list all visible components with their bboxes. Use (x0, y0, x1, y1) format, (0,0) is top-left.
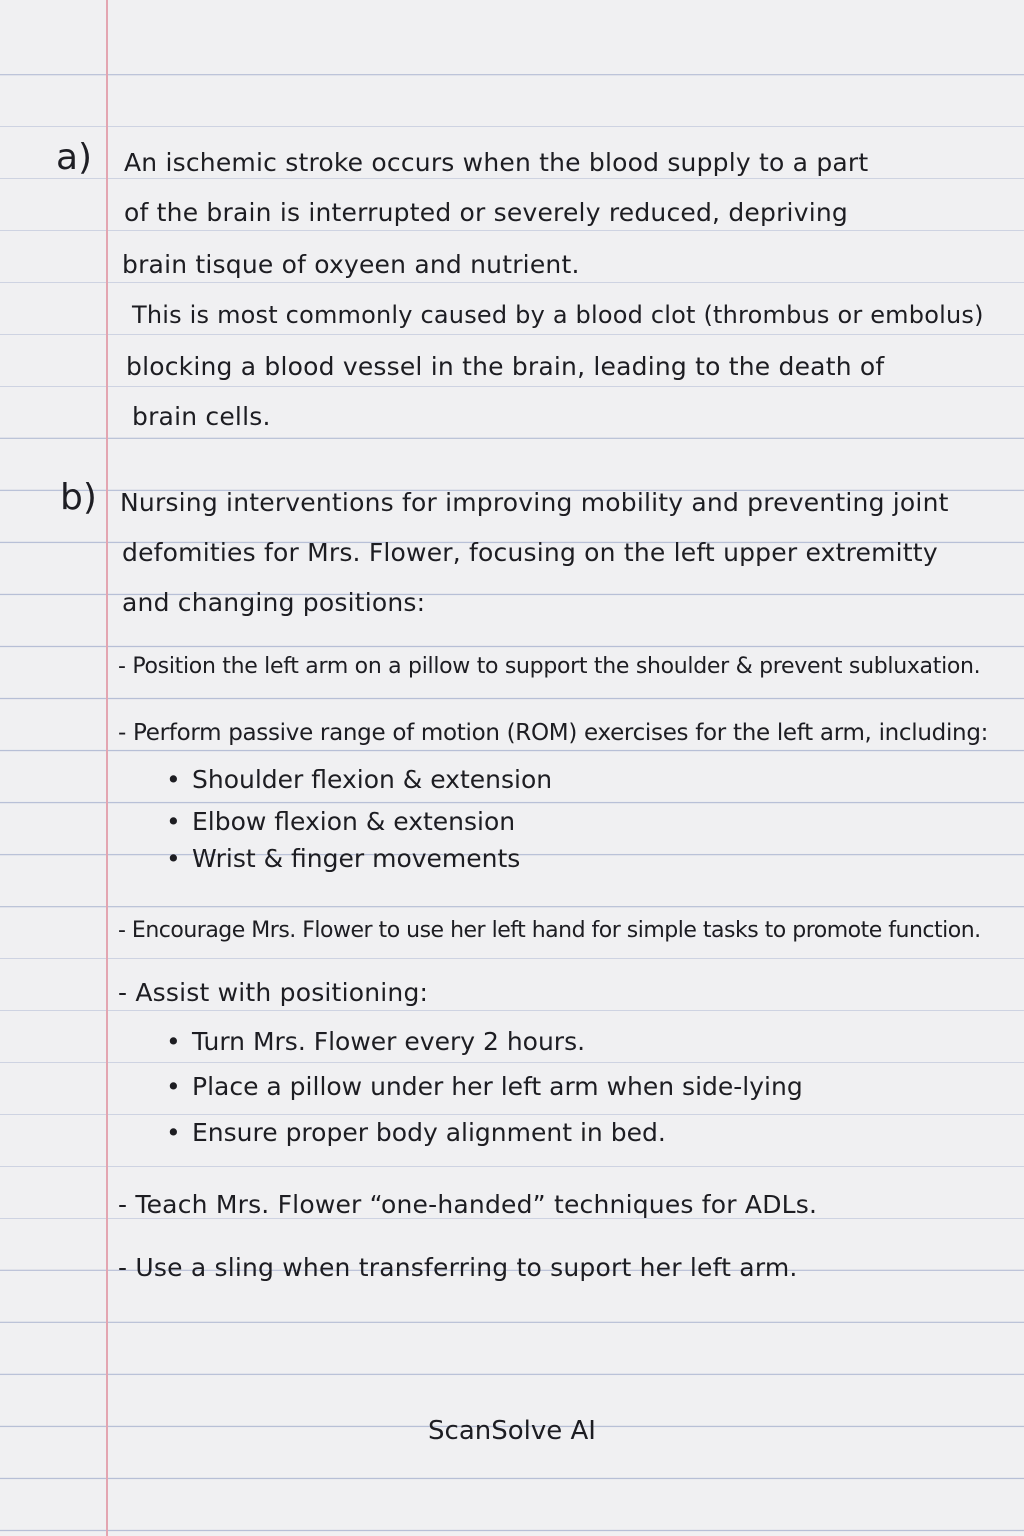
positioning-bullet-text: Place a pillow under her left arm when side-lying (192, 1072, 803, 1101)
section-a-line-6: brain cells. (132, 402, 271, 431)
intervention-item: - Perform passive range of motion (ROM) exercises for the left arm, including: (118, 720, 989, 746)
section-b-intro-3: and changing positions: (122, 588, 426, 617)
rom-bullet-text: Elbow flexion & extension (192, 807, 516, 836)
bullet-dot-icon: • (166, 765, 181, 794)
section-a-line-3: brain tisque of oxyeen and nutrient. (122, 250, 580, 279)
bullet-dot-icon: • (166, 1072, 181, 1101)
intervention-item: - Use a sling when transferring to suport her left arm. (118, 1253, 798, 1282)
rom-bullet-item (166, 765, 552, 795)
section-a-line-2: of the brain is interrupted or severely reduced, depriving (124, 198, 848, 227)
intervention-item: - Teach Mrs. Flower “one-handed” techniques for ADLs. (118, 1190, 818, 1219)
positioning-bullet-text: Turn Mrs. Flower every 2 hours. (192, 1027, 586, 1056)
rom-bullet-text: Shoulder flexion & extension (192, 765, 553, 794)
watermark-footer: ScanSolve AI (428, 1416, 596, 1446)
section-a-label: a) (56, 137, 93, 178)
intervention-item: - Encourage Mrs. Flower to use her left hand for simple tasks to promote function. (118, 918, 981, 943)
positioning-bullet-item (166, 1118, 666, 1148)
margin-line (106, 0, 108, 1536)
rom-bullet-item (166, 844, 520, 874)
section-a-line-5: blocking a blood vessel in the brain, leading to the death of (126, 352, 885, 381)
positioning-bullet-item (166, 1072, 803, 1102)
section-a-line-4: This is most commonly caused by a blood clot (thrombus or embolus) (132, 301, 984, 329)
positioning-bullet-item (166, 1027, 585, 1057)
section-b-intro-2: defomities for Mrs. Flower, focusing on the left upper extremitty (122, 538, 938, 567)
rom-bullet-text: Wrist & finger movements (192, 844, 521, 873)
section-b-intro-1: Nursing interventions for improving mobility and preventing joint (120, 488, 949, 517)
intervention-item: - Position the left arm on a pillow to support the shoulder & prevent subluxation. (118, 654, 981, 679)
bullet-dot-icon: • (166, 844, 181, 873)
section-a-line-1: An ischemic stroke occurs when the blood supply to a part (124, 148, 869, 177)
positioning-bullet-text: Ensure proper body alignment in bed. (192, 1118, 666, 1147)
bullet-dot-icon: • (166, 1118, 181, 1147)
rom-bullet-item (166, 807, 515, 837)
intervention-item: - Assist with positioning: (118, 978, 429, 1007)
bullet-dot-icon: • (166, 807, 181, 836)
section-b-label: b) (60, 477, 97, 518)
bullet-dot-icon: • (166, 1027, 181, 1056)
